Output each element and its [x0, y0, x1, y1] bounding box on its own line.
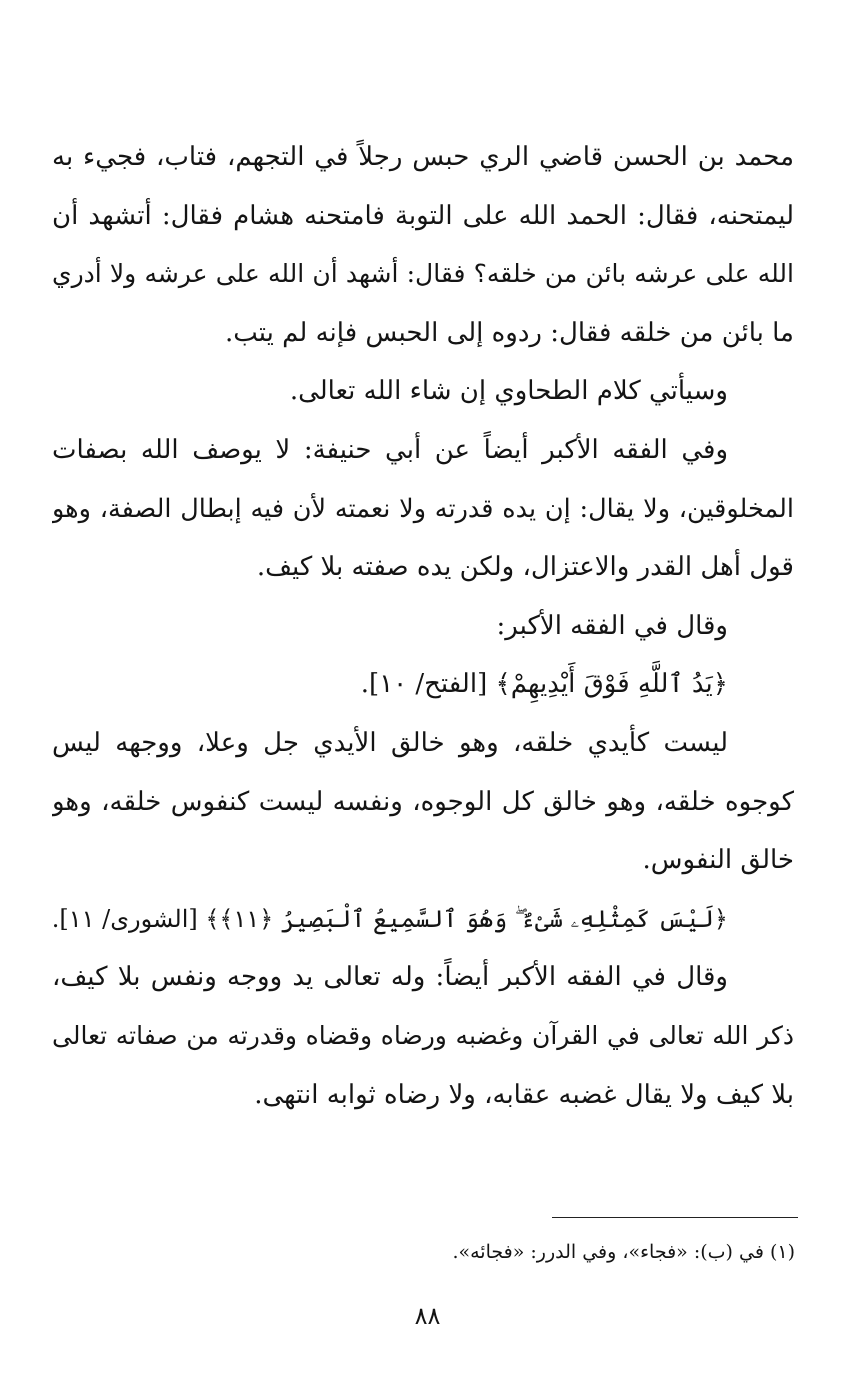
text-line: وفي الفقه الأكبر أيضاً عن أبي حنيفة: لا يوصف الله بصفات [52, 434, 728, 465]
footnote: (١) في (ب): «فجاء»، وفي الدرر: «فجائه». [452, 1241, 795, 1263]
text-line: محمد بن الحسن قاضي الري حبس رجلاً في التجهم، فتاب، فجيء به [52, 142, 794, 172]
text-line: ليمتحنه، فقال: الحمد الله على التوبة فامتحنه هشام فقال: أتشهد أن [52, 200, 794, 231]
page-number: ٨٨ [414, 1302, 441, 1330]
text-line: المخلوقين، ولا يقال: إن يده قدرته ولا نعمته لأن فيه إبطال الصفة، وهو [52, 493, 794, 524]
text-line: وقال في الفقه الأكبر: [496, 610, 728, 641]
footnote-divider [552, 1217, 798, 1218]
text-line: وقال في الفقه الأكبر أيضاً: وله تعالى يد ووجه ونفس بلا كيف، [52, 962, 728, 993]
text-line: خالق النفوس. [642, 845, 794, 876]
text-line: ما بائن من خلقه فقال: ردوه إلى الحبس فإنه لم يتب. [224, 317, 794, 348]
text-line: وسيأتي كلام الطحاوي إن شاء الله تعالى. [289, 376, 728, 407]
text-line: ليست كأيدي خلقه، وهو خالق الأيدي جل وعلا، ووجهه ليس [52, 727, 728, 758]
main-text [52, 128, 794, 1124]
text-line: الله على عرشه بائن من خلقه؟ فقال: أشهد أن الله على عرشه ولا أدري [52, 259, 794, 289]
text-line: ذكر الله تعالى في القرآن وغضبه ورضاه وقضاه وقدرته من صفاته تعالى [52, 1020, 794, 1050]
text-line: بلا كيف ولا يقال غضبه عقابه، ولا رضاه ثوابه انتهى. [254, 1079, 794, 1110]
text-line: كوجوه خلقه، وهو خالق كل الوجوه، ونفسه ليست كنفوس خلقه، وهو [52, 786, 794, 817]
quran-verse: ﴿يَدُ ٱللَّهِ فَوْقَ أَيْدِيهِمْ﴾ [الفتح/ ١٠]. [360, 669, 728, 700]
text-line: قول أهل القدر والاعتزال، ولكن يده صفته بلا كيف. [256, 552, 794, 583]
quran-verse: ﴿لَيْسَ كَمِثْلِهِۦ شَىْءٌ ۖ وَهُوَ ٱلسَّمِيعُ ٱلْبَصِيرُ ﴿١١﴾﴾ [الشورى/ ١١]. [52, 904, 728, 933]
